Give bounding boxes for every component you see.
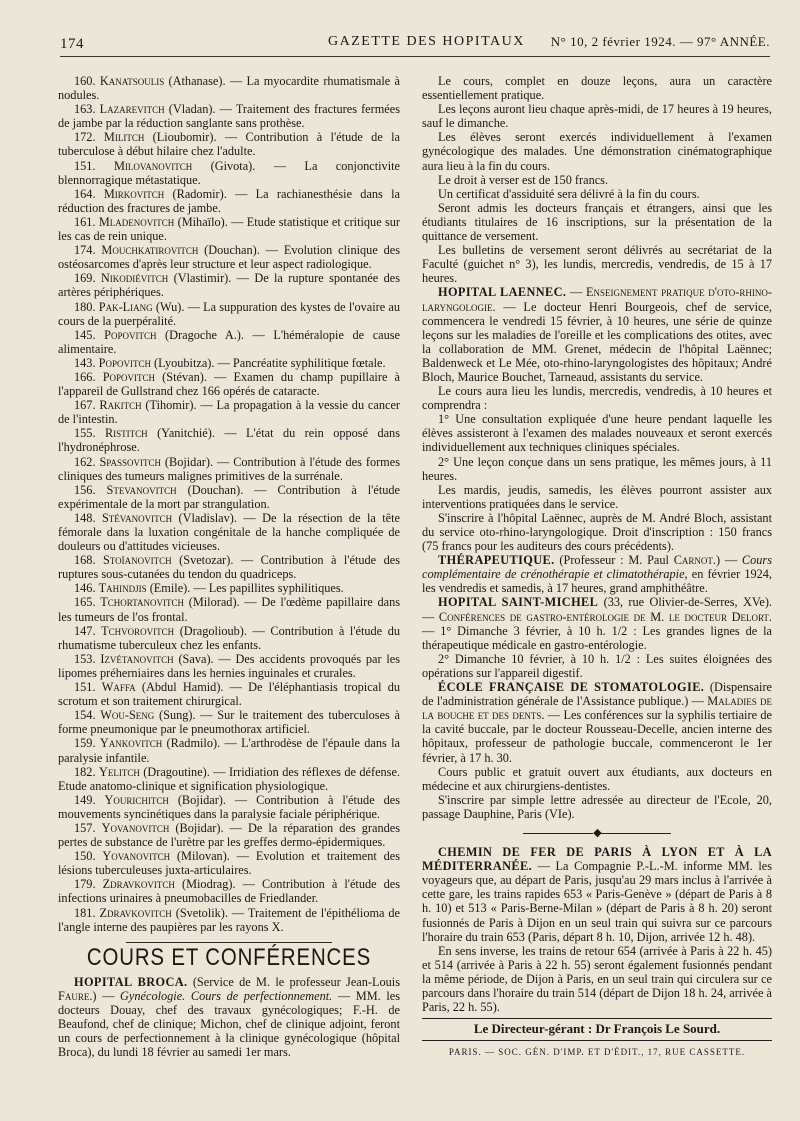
author-name: Tchvorovitch (101, 623, 175, 638)
author-name: Izvétanovitch (100, 651, 174, 666)
thesis-number: 149. (74, 792, 96, 807)
page-header (60, 32, 770, 54)
broca-paragraph: Les leçons auront lieu chaque après-midi, de 17 heures à 19 heures, sauf le dimanche. (422, 102, 772, 131)
thesis-title: (Vladislav). — De la résection de la tête fémorale dans la luxation congénitale de la hanche compliquée de douleurs ou d'attitudes vicieuses. (58, 510, 400, 554)
thesis-title: (Tihomir). — La propagation à la vessie du cancer de l'intestin. (58, 398, 400, 427)
thesis-number: 151. (74, 158, 96, 173)
laennec-paragraph: S'inscrire à l'hôpital Laënnec, auprès de M. André Bloch, assistant du service oto-rhino-laryngologique. Droit d'inscription : 150 francs (75 francs pour les auditeurs des cours précédents). (422, 510, 772, 554)
thesis-title: (Miodrag). — Contribution à l'étude des infections urinaires à pneumobacilles de Friedlander. (58, 877, 401, 906)
author-name: Mladenovitch (98, 214, 175, 229)
thesis-title: (Dragolioub). — Contribution à l'étude du rhumatisme tuberculeux chez les enfants. (58, 623, 400, 652)
right-column (422, 74, 772, 1059)
thesis-number: 146. (74, 581, 96, 596)
thesis-number: 164. (74, 186, 96, 201)
thesis-number: 165. (74, 595, 96, 610)
thesis-number: 161. (74, 214, 96, 229)
thesis-entry (58, 877, 400, 905)
author-name: Yankovitch (99, 736, 163, 751)
author-name: Wou-Seng (100, 708, 155, 723)
thesis-number: 166. (74, 369, 96, 384)
thesis-number: 157. (74, 820, 96, 835)
author-name: Popovitch (102, 369, 156, 384)
thesis-entry (58, 215, 400, 243)
author-name: Mouchkatirovitch (101, 243, 199, 258)
broca-heading: HOPITAL BROCA. (74, 974, 188, 989)
thesis-entry (58, 356, 400, 370)
ornament-divider: ◆ (422, 826, 772, 840)
author-name: Kanatsoulis (99, 74, 165, 88)
thesis-entry (58, 793, 400, 821)
author-name: Pak-Liang (98, 299, 153, 314)
thesis-title: (Dragoche A.). — L'héméralopie de cause alimentaire. (58, 327, 400, 356)
author-name: Milovanovitch (113, 158, 193, 173)
thesis-number: 156. (74, 482, 96, 497)
thesis-number: 172. (74, 130, 96, 145)
thesis-title: (Dragoutine). — Irridiation des réflexes de défense. Etude anatomo-clinique et signification physiologique. (58, 764, 400, 793)
thesis-number: 159. (74, 736, 96, 751)
therapeutique-heading: THÉRAPEUTIQUE. (438, 553, 555, 568)
thesis-number: 163. (74, 102, 96, 117)
author-name: Yelitch (98, 764, 140, 779)
left-column (58, 74, 400, 1059)
thesis-title: (Givota). — La conjonctivite blennorragique métastatique. (58, 158, 400, 187)
thesis-entry (58, 624, 400, 652)
thesis-entry (58, 906, 400, 934)
thesis-number: 180. (74, 299, 96, 314)
thesis-number: 167. (74, 398, 96, 413)
author-name: Zdravkovitch (102, 877, 175, 892)
thesis-title: (Lioubomir). — Contribution à l'étude de la tuberculose à début hilaire chez l'adulte. (58, 130, 401, 159)
author-name: Yourichitch (104, 792, 169, 807)
broca-paragraph: HOPITAL BROCA. (Service de M. le professeur Jean-Louis Faure.) — Gynécologie. Cours de perfectionnement. — MM. les docteurs Douay, chef des travaux gynécologiques; F.-H. de Beaufond, chef de clinique; Michon, chef de clinique adjoint, feront un cours de perfectionnement à la clinique gynécologique (hôpital Broca), du lundi 18 février au samedi 1er mars. (58, 974, 400, 1060)
laennec-paragraph: Le cours aura lieu les lundis, mercredis, vendredis, à 10 heures et comprendra : (422, 384, 772, 413)
thesis-number: 153. (74, 651, 96, 666)
laennec-paragraph: HOPITAL LAENNEC. — Enseignement pratique d'oto-rhino-laryngologie. — Le docteur Henri Bourgeois, chef de service, commencera le vendredi 15 février, à 10 heures, une série de quinze leçons sur les maladies de l'oreille et les complications des otites, avec la collaboration de MM. Grenet, médecin de l'hôpital Laënnec; Baldenweck et Le Mée, oto-rhino-laryngologistes des hôpitaux; André Bloch, Maurice Bouchet, Tarneaud, assistants du service. (422, 285, 772, 384)
stomatologie-paragraph: ÉCOLE FRANÇAISE DE STOMATOLOGIE. (Dispensaire de l'administration générale de l'Assistance publique.) — Maladies de la bouche et des dents. — Les conférences sur la syphilis tertiaire de la cavité buccale, par le docteur Rousseau-Decelle, ancien interne des hôpitaux, professeur de pathologie buccale, commenceront le 1er février, à 17 h. 30. (422, 680, 772, 765)
thesis-number: 169. (74, 271, 96, 286)
thesis-number: 174. (74, 243, 96, 258)
thesis-entry (58, 821, 400, 849)
stomatologie-heading: ÉCOLE FRANÇAISE DE STOMATOLOGIE. (438, 680, 705, 695)
thesis-number: 168. (74, 553, 96, 568)
thesis-title: (Radomir). — La rachianesthésie dans la réduction des fractures de jambe. (58, 186, 400, 215)
thesis-number: 181. (74, 905, 96, 920)
signature-rule-2 (422, 1040, 772, 1041)
thesis-number: 143. (74, 355, 96, 370)
broca-paragraph: Un certificat d'assiduité sera délivré à la fin du cours. (438, 186, 700, 201)
thesis-entry (58, 708, 400, 736)
thesis-title: (Radmilo). — L'arthrodèse de l'épaule dans la paralysie infantile. (58, 736, 400, 765)
thesis-title: (Yanitchié). — L'état du rein opposé dans l'hydronéphrose. (58, 426, 400, 455)
author-name: Yovanovitch (101, 820, 170, 835)
thesis-number: 147. (74, 623, 96, 638)
thesis-entry (58, 102, 400, 130)
thesis-title: (Athanase). — La myocardite rhumatismale à nodules. (58, 74, 401, 103)
laennec-paragraphs (422, 384, 772, 553)
chemin-heading: CHEMIN DE FER DE PARIS À LYON ET À LA MÉDITERRANÉE. (422, 845, 772, 874)
thesis-title: (Abdul Hamid). — De l'éléphantiasis tropical du scrotum et son traitement chirurgical. (58, 680, 400, 709)
author-name: Mirkovitch (103, 186, 165, 201)
thesis-entry (58, 483, 400, 511)
thesis-entry (58, 74, 400, 102)
therapeutique-paragraph: THÉRAPEUTIQUE. (Professeur : M. Paul Carnot.) — Cours complémentaire de crénothérapie et climatothérapie, en février 1924, les vendredis et samedis, à 17 heures, grand amphithéâtre. (422, 553, 772, 596)
section-title: COURS ET CONFÉRENCES (86, 943, 372, 971)
broca-paragraphs (422, 74, 772, 285)
thesis-title: (Emile). — Les papillites syphilitiques. (146, 581, 344, 596)
thesis-number: 145. (74, 327, 96, 342)
thesis-entry (58, 511, 400, 553)
journal-title: GAZETTE DES HOPITAUX (328, 34, 525, 49)
thesis-title: (Sung). — Sur le traitement des tuberculoses à forme pneumonique par le pneumothorax artificiel. (58, 708, 400, 737)
thesis-entry (58, 736, 400, 764)
thesis-entry (58, 243, 400, 271)
thesis-entry (58, 595, 400, 623)
thesis-title: (Svetolik). — Traitement de l'épithélioma de l'angle interne des paupières par les rayons X. (58, 905, 401, 934)
broca-paragraph: Seront admis les docteurs français et étrangers, ainsi que les étudiants titulaires de 16 inscriptions, sur la présentation de la quittance de versement. (422, 200, 772, 244)
thesis-number: 154. (74, 708, 96, 723)
thesis-title: (Svetozar). — Contribution à l'étude des ruptures sous-cutanées du tendon du quadriceps. (58, 553, 400, 582)
thesis-entry (58, 370, 400, 398)
author-name: Waffa (101, 680, 136, 695)
thesis-number: 155. (74, 426, 96, 441)
stomatologie-paragraph: Cours public et gratuit ouvert aux étudiants, aux docteurs en médecine et aux chirurgiens-dentistes. (422, 764, 772, 793)
thesis-title: (Douchan). — Evolution clinique des ostéosarcomes d'après leur structure et leur aspect radiologique. (58, 243, 401, 272)
thesis-title: (Milorad). — De l'œdème papillaire dans les tumeurs de l'os frontal. (58, 595, 401, 624)
thesis-entry (58, 849, 400, 877)
thesis-title: (Mihaïlo). — Etude statistique et critique sur les cas de rein unique. (58, 214, 401, 244)
issue-info: N° 10, 2 février 1924. — 97° ANNÉE. (550, 34, 770, 49)
thesis-entry (58, 187, 400, 215)
thesis-entry (58, 680, 400, 708)
page-number: 174 (60, 36, 84, 52)
thesis-title: (Lyoubitza). — Pancréatite syphilitique fœtale. (150, 355, 386, 370)
author-name: Nikodiévitch (100, 271, 169, 286)
thesis-title: (Bojidar). — De la réparation des grandes pertes de substance de l'urètre par les greffes dermo-épidermiques. (58, 820, 400, 850)
thesis-entry (58, 581, 400, 595)
thesis-entry (58, 553, 400, 581)
thesis-number: 160. (74, 74, 96, 88)
author-name: Lazarevitch (99, 102, 165, 117)
author-name: Stévanovitch (101, 510, 173, 525)
laennec-paragraph: 1° Une consultation expliquée d'une heure pendant laquelle les élèves assisteront à l'examen des malades nouveaux et seront exercés individuellement aux techniques cliniques spéciales. (422, 412, 772, 455)
thesis-title: (Wu). — La suppuration des kystes de l'ovaire au cours de la puerpéralité. (58, 299, 400, 328)
stomatologie-paragraph: S'inscrire par simple lettre adressée au directeur de l'Ecole, 20, passage Dauphine, Paris (VIe). (422, 792, 772, 821)
author-name: Yovanovitch (102, 849, 171, 864)
saint-michel-heading: HOPITAL SAINT-MICHEL (438, 595, 599, 610)
thesis-title: (Vladan). — Traitement des fractures fermées de jambe par la réduction sanglante sans prothèse. (58, 102, 401, 131)
thesis-entry (58, 652, 400, 680)
thesis-title: (Milovan). — Evolution et traitement des lésions tuberculeuses juxta-articulaires. (58, 849, 400, 878)
broca-paragraph: Le cours, complet en douze leçons, aura un caractère essentiellement pratique. (422, 74, 772, 103)
chemin-paragraph-2: En sens inverse, les trains de retour 654 (arrivée à Paris à 22 h. 45) et 514 (arrivée à Paris à 22 h. 55) seront également fusionnés pendant la même période, de Dijon à Paris, en un seul train qui circulera sur ce parcours dans l'horaire du train 514 (départ de Dijon 18 h. 24, arrivée à Paris, 22 h. 55). (422, 943, 772, 1015)
thesis-entry (58, 455, 400, 483)
thesis-number: 162. (74, 454, 96, 469)
author-name: Rakitch (99, 398, 142, 413)
chemin-paragraph: CHEMIN DE FER DE PARIS À LYON ET À LA MÉDITERRANÉE. — La Compagnie P.-L.-M. informe MM. les voyageurs que, au départ de Paris, jusqu'au 29 mars inclus à l'arrivée à cette gare, les trains rapides 653 « Paris-Genève » (départ de Paris à 8 h. 10) et 513 « Paris-Berne-Milan » (départ de Paris à 8 h. 20) seront fusionnés de Paris à Dijon en un seul train qui suivra sur ce parcours l'horaire du train 653 (Paris, départ 8 h. 10, Dijon, arrivée 12 h. 48). (422, 845, 772, 944)
thesis-entry (58, 328, 400, 356)
broca-paragraph: Le droit à verser est de 150 francs. (438, 172, 609, 187)
author-name: Tahindjis (98, 581, 147, 596)
saint-michel-paragraph: HOPITAL SAINT-MICHEL (33, rue Olivier-de-Serres, XVe). — Conférences de gastro-entérologie de M. le docteur Delort. — 1° Dimanche 3 février, à 10 h. 1/2 : Les grandes lignes de la thérapeutique médicale en gastro-entérologie. (422, 595, 772, 652)
thesis-entry (58, 159, 400, 187)
thesis-entry (58, 426, 400, 454)
section-divider (126, 942, 331, 943)
author-name: Tchortanovitch (100, 595, 185, 610)
signature-rule (422, 1018, 772, 1019)
laennec-paragraph: 2° Une leçon conçue dans un sens pratique, les mêmes jours, à 11 heures. (422, 454, 772, 483)
thesis-entry (58, 271, 400, 299)
thesis-number: 150. (74, 849, 96, 864)
author-name: Stevanovitch (106, 482, 177, 497)
saint-michel-paragraph-2: 2° Dimanche 10 février, à 10 h. 1/2 : Les suites éloignées des opérations sur l'appareil digestif. (422, 651, 772, 680)
author-name: Stoïanovitch (103, 553, 172, 568)
thesis-number: 182. (74, 764, 96, 779)
thesis-title: (Bojidar). — Contribution à l'étude des mouvements syncinétiques dans la paralysie faciale périphérique. (58, 792, 400, 821)
theses-list (58, 74, 400, 934)
author-name: Ristitch (104, 426, 148, 441)
author-name: Zdravkovitch (99, 905, 172, 920)
thesis-number: 148. (74, 510, 96, 525)
author-name: Militch (103, 130, 145, 145)
thesis-title: (Bojidar). — Contribution à l'étude des formes cliniques des tumeurs malignes primitives de la surrénale. (58, 454, 400, 483)
thesis-number: 151. (74, 680, 96, 695)
thesis-title: (Vlastimir). — De la rupture spontanée des artères périphériques. (58, 271, 400, 300)
thesis-title: (Stévan). — Examen du champ pupillaire à l'appareil de Gullstrand chez 166 opérés de cataracte. (58, 369, 401, 399)
thesis-entry (58, 130, 400, 158)
thesis-entry (58, 765, 400, 793)
author-name: Popovitch (104, 327, 157, 342)
director-signature: Le Directeur-gérant : Dr François Le Sourd. (473, 1021, 721, 1037)
laennec-heading: HOPITAL LAENNEC. (438, 285, 567, 300)
thesis-number: 179. (74, 877, 96, 892)
author-name: Popovitch (98, 355, 151, 370)
laennec-paragraph: Les mardis, jeudis, samedis, les élèves pourront assister aux interventions pratiquées dans le service. (422, 482, 772, 511)
broca-paragraph: Les élèves seront exercés individuellement à l'examen gynécologique des malades. Une démonstration cinématographique aura lieu à la fin du cours. (422, 130, 772, 173)
stomatologie-paragraphs (422, 765, 772, 821)
header-rule (60, 56, 770, 57)
thesis-entry (58, 398, 400, 426)
thesis-title: (Douchan). — Contribution à l'étude expérimentale de la mort par strangulation. (58, 482, 400, 511)
broca-paragraph: Les bulletins de versement seront délivrés au secrétariat de la Faculté (guichet n° 3), les lundis, mercredis, vendredis, de 15 à 17 heures. (422, 243, 772, 286)
thesis-title: (Sava). — Des accidents provoqués par les lipomes préherniaires dans les hernies inguinales et crurales. (58, 651, 400, 680)
thesis-entry (58, 300, 400, 328)
printer-imprint: PARIS. — SOC. GÉN. D'IMP. ET D'ÉDIT., 17, RUE CASSETTE. (448, 1047, 746, 1058)
author-name: Spassovitch (99, 454, 161, 469)
